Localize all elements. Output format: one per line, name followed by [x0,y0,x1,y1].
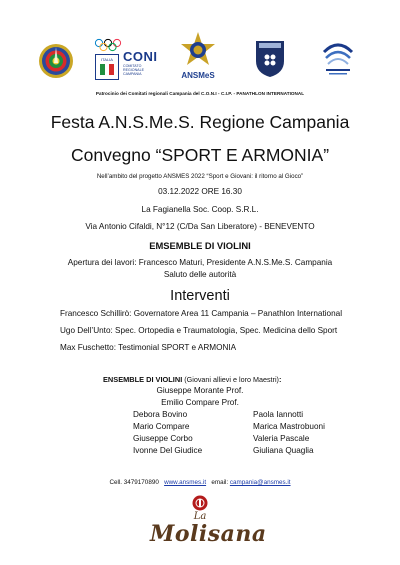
website-link[interactable]: www.ansmes.it [164,479,207,486]
coni-sub-label: COMITATO REGIONALE CAMPANIA [123,64,144,77]
contact-line [0,479,400,486]
musician-name: Marica Mastrobuoni [253,422,325,431]
logo-row [0,34,400,84]
musician-name: Valeria Pascale [253,434,310,443]
molisana-crest-icon [192,495,208,511]
musician-name: Giuseppe Corbo [133,434,193,443]
coni-label: CONI [123,49,158,64]
conference-title: Convegno “SPORT E ARMONIA” [70,145,330,165]
sponsor-logo [150,495,267,563]
interventi-heading: Interventi [170,288,230,304]
teacher-name: Emilio Compare Prof. [161,398,239,407]
speaker-line: Ugo Dell’Unto: Spec. Ortopedia e Traumatologia, Spec. Medicina dello Sport [60,326,338,335]
event-datetime: 03.12.2022 ORE 16.30 [158,187,242,196]
patronage-line: Patrocinio dei Comitati regionali Campania del C.O.N.I - C.I.P. - PANATHLON INTERNATIONAL [95,91,305,96]
musician-name: Mario Compare [133,422,190,431]
musician-name: Paola Iannotti [253,410,304,419]
archery-emblem-logo [37,41,75,81]
ensemble-members-heading [103,375,281,384]
sponsor-name-top: La [193,511,207,522]
musician-name: Ivonne Del Giudice [133,446,203,455]
email-label: email: [211,479,229,486]
sponsor-name-main: Molisana [150,521,267,547]
ansmes-label: ANSMeS [181,71,215,80]
cell-number: Cell. 3479170890 [109,479,159,486]
project-note: Nell’ambito del progetto ANSMES 2022 “Sport e Giovani: il ritorno al Gioco” [96,173,304,180]
musician-name: Debora Bovino [133,410,188,419]
event-title: Festa A.N.S.Me.S. Regione Campania [50,112,350,132]
speaker-line: Francesco Schillirò: Governatore Area 11 Campania – Panathlon International [60,309,343,318]
venue-address: Via Antonio Cifaldi, N°12 (C/Da San Liberatore) - BENEVENTO [85,222,315,231]
venue-name: La Fagianella Soc. Coop. S.R.L. [141,205,259,214]
olympic-rings-logo [94,38,122,52]
speaker-line: Max Fuschetto: Testimonial SPORT e ARMONIA [60,343,237,352]
teacher-name: Giuseppe Morante Prof. [156,386,244,395]
ensemble-colon: : [278,375,282,384]
panathlon-logo [253,37,287,79]
ensemble-heading: EMSEMBLE DI VIOLINI [149,240,251,251]
ansmes-star-emblem [178,30,218,70]
greetings-line: Saluto delle autorità [163,270,237,279]
italia-label: ITALIA [101,57,113,62]
email-link[interactable]: campania@ansmes.it [229,479,291,486]
italia-flag-box [95,54,119,80]
opening-line: Apertura dei lavori: Francesco Maturi, Presidente A.N.S.Me.S. Campania [67,258,333,267]
ensemble-subtitle: (Giovani allievi e loro Maestri) [182,375,279,384]
ensemble-title: ENSEMBLE DI VIOLINI [103,375,183,384]
paralympic-committee-logo [320,38,356,78]
musician-name: Giuliana Quaglia [253,446,314,455]
